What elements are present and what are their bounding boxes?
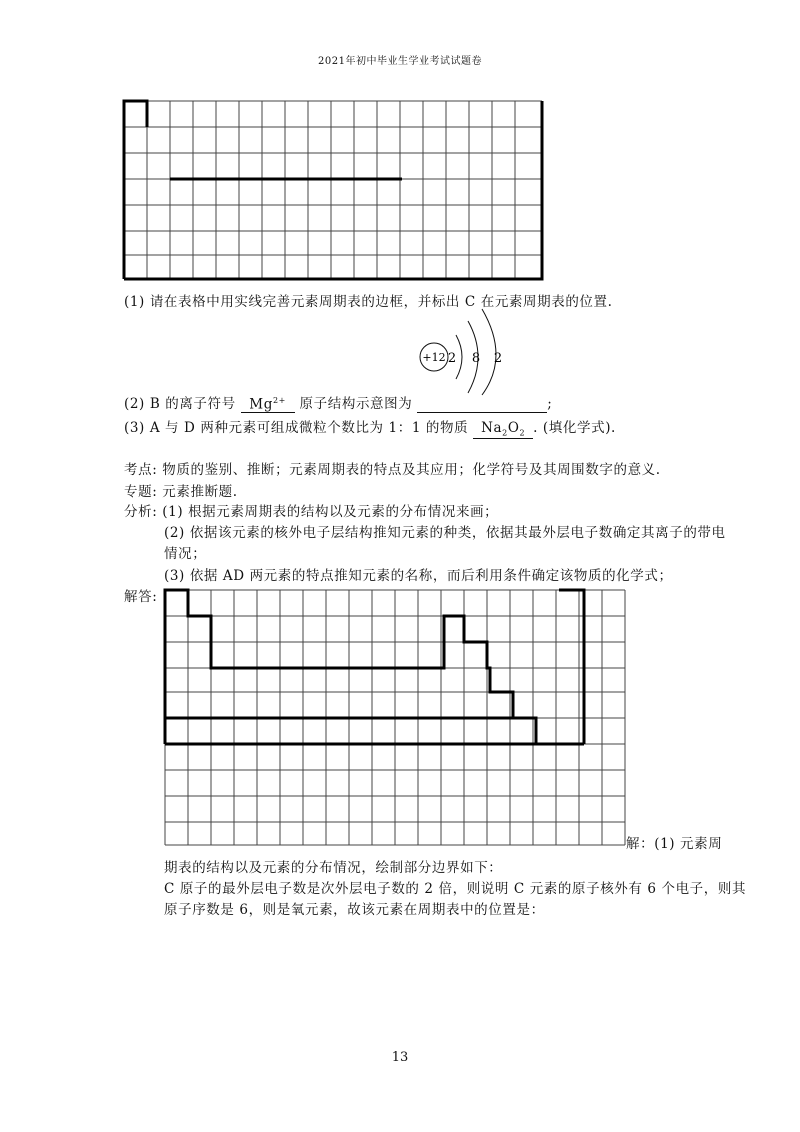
shell-1-electrons: 2 — [447, 351, 457, 366]
shell-3-electrons: 2 — [493, 351, 503, 366]
question-part2: (2) B 的离子符号 $Mg^{2+}$ 原子结构示意图为 ; — [124, 395, 553, 412]
answer-line-3: 原子序数是 6，则是氧元素，故该元素在周期表中的位置是： — [164, 902, 545, 918]
atomic-structure-diagram — [410, 305, 520, 395]
question-part1: (1) 请在表格中用实线完善元素周期表的边框，并标出 C 在元素周期表的位置. — [124, 294, 613, 310]
answer-line-2: C 原子的最外层电子数是次外层电子数的 2 倍，则说明 C 元素的原子核外有 6 个电子，则其 — [164, 881, 747, 897]
fenxi-line: 分析: (1) 根据元素周期表的结构以及元素的分布情况来画； — [124, 504, 499, 520]
fenxi-3: (3) 依据 AD 两元素的特点推知元素的名称，而后利用条件确定该物质的化学式； — [164, 568, 673, 584]
fenxi-2a: (2) 依据该元素的核外电子层结构推知元素的种类，依据其最外层电子数确定其离子的带电 — [164, 525, 726, 541]
answer-label: 解答: — [124, 589, 158, 605]
question-part3: (3) A 与 D 两种元素可组成微粒个数比为 1：1 的物质 $Na_2O_2$ . (填化学式). — [124, 420, 616, 438]
question-grid-thick-bottom — [124, 101, 542, 279]
structure-diagram-blank — [417, 396, 547, 413]
question-grid-thick-corner — [124, 101, 147, 279]
zhuanti-label: 专题: — [124, 484, 158, 500]
fenxi-2b: 情况； — [164, 546, 207, 562]
kaodian-label: 考点: — [124, 462, 158, 478]
fenxi-label: 分析: — [124, 504, 158, 520]
kaodian-line: 考点: 物质的鉴别、推断；元素周期表的特点及其应用；化学符号及其周围数字的意义. — [124, 462, 661, 478]
answer-grid-right-outline — [559, 590, 584, 744]
nucleus-charge: +12 — [422, 351, 446, 364]
formula-blank: $Na_2O_2$ — [473, 420, 533, 439]
answer-line-1: 期表的结构以及元素的分布情况，绘制部分边界如下： — [164, 860, 503, 876]
page-number: 13 — [391, 1050, 409, 1065]
page-header: 2021年初中毕业生学业考试试题卷 — [318, 56, 482, 67]
answer-grid — [165, 590, 627, 846]
question-grid — [124, 101, 544, 281]
answer-grid-periodic-outline — [165, 590, 536, 744]
ion-symbol-blank: $Mg^{2+}$ — [241, 396, 295, 414]
shell-2-electrons: 8 — [471, 351, 481, 366]
zhuanti-line: 专题: 元素推断题. — [124, 484, 238, 500]
answer-side-text: 解：(1) 元素周 — [626, 836, 723, 852]
